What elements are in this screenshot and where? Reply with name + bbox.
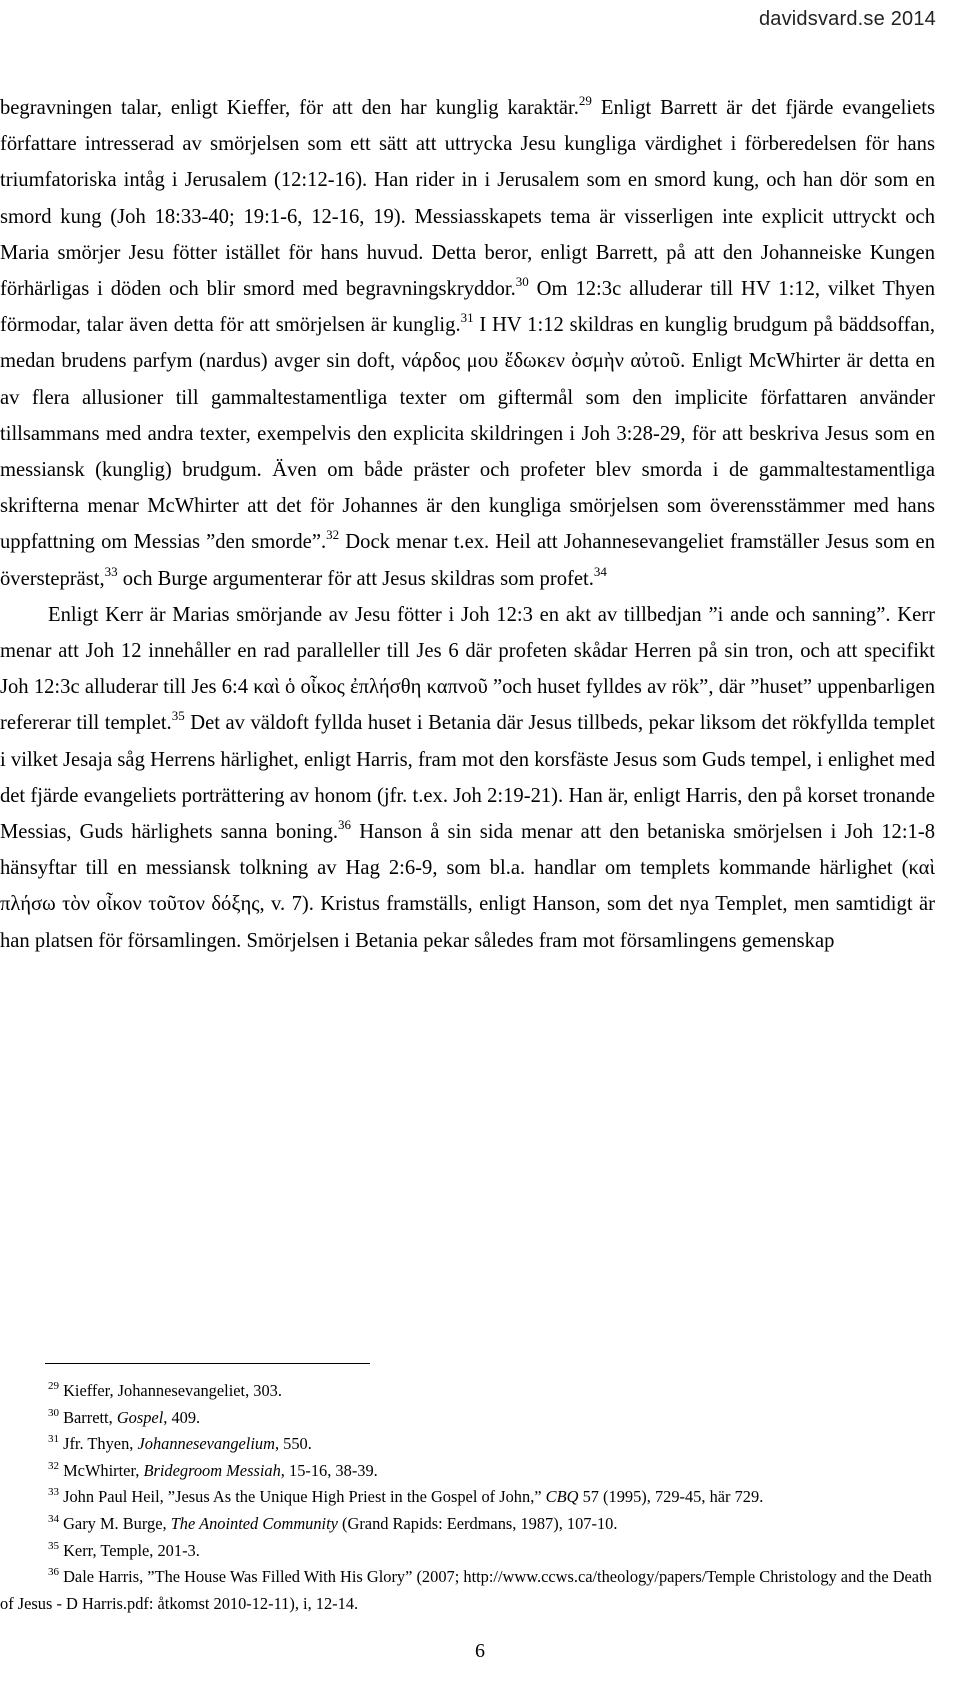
text-run: Det av väldoft fyllda huset i Betania där Jesus tillbeds, pekar liksom det rökfyllda templet i vilket Jesaja såg Herrens härlighet, enligt Harris, fram mot den korsfäste Jesus som Guds tempel, i enlighet med det fjärde evangeliets porträttering av honom (jfr. t.ex. Joh 2:19-21). Han är, enligt Harris, den på korset tronande Messias, Guds härlighets sanna boning. bbox=[0, 712, 935, 844]
footnote-ref[interactable]: 31 bbox=[460, 310, 474, 326]
footnote-number: 30 bbox=[48, 1406, 59, 1419]
footnote-ref[interactable]: 35 bbox=[171, 708, 185, 724]
footnote-number: 33 bbox=[48, 1486, 59, 1499]
footnote bbox=[0, 1511, 935, 1538]
footnote-title: Gospel bbox=[116, 1407, 164, 1427]
body-text bbox=[0, 90, 935, 959]
footnote-number: 36 bbox=[48, 1566, 59, 1579]
footnote-text: (Grand Rapids: Eerdmans, 1987), 107-10. bbox=[337, 1513, 618, 1533]
footnote-text: McWhirter, bbox=[59, 1460, 144, 1480]
text-run: begravningen talar, enligt Kieffer, för att den har kunglig karaktär. bbox=[0, 97, 579, 119]
footnote-text: Kieffer, Johannesevangeliet, 303. bbox=[59, 1381, 282, 1400]
text-run: och Burge argumenterar för att Jesus skildras som profet. bbox=[117, 567, 594, 590]
paragraph bbox=[0, 597, 935, 959]
footnote-ref[interactable]: 34 bbox=[593, 563, 607, 579]
footnote-title: The Anointed Community bbox=[170, 1513, 338, 1533]
text-run: Dock menar t.ex. Heil att Johannesevangeliet framställer Jesus som en överstepräst, bbox=[0, 531, 935, 590]
footnote-text: Dale Harris, ”The House Was Filled With His Glory” (2007; bbox=[59, 1567, 464, 1587]
footnote-text: Gary M. Burge, bbox=[59, 1513, 171, 1533]
text-run: Enligt Kerr är Marias smörjande av Jesu fötter i Joh 12:3 en akt av tillbedjan ”i ande och sanning”. Kerr menar att Joh 12 innehåller en rad paralleller till Jes 6 där profeten skådar Herren på sin tron, och att specifikt Joh 12:3c alluderar till Jes 6:4 καὶ ὁ οἶκος ἐπλήσθη καπνοῦ ”och huset fylldes av rök”, där ”huset” uppenbarligen refererar till templet. bbox=[0, 603, 935, 735]
footnote-text: Barrett, bbox=[59, 1407, 117, 1427]
footnote-ref[interactable]: 30 bbox=[515, 274, 529, 290]
footnote-title: Johannesevangelium bbox=[137, 1434, 275, 1454]
footnote-text: , 409. bbox=[163, 1407, 201, 1427]
footnote-separator bbox=[45, 1363, 370, 1364]
footnote-title: CBQ bbox=[545, 1487, 579, 1507]
footnote-text: Kerr, Temple, 201-3. bbox=[59, 1540, 200, 1560]
site-header: davidsvard.se 2014 bbox=[758, 8, 936, 30]
footnote-number: 34 bbox=[48, 1512, 59, 1525]
footnotes bbox=[0, 1378, 935, 1617]
footnote bbox=[0, 1458, 935, 1485]
text-run: Enligt Barrett är det fjärde evangeliets författare intresserad av smörjelsen som ett sätt att uttrycka Jesu kungliga värdighet i förberedelsen för hans triumfatoriska intåg i Jerusalem (12:12-16). Han rider in i Jerusalem som en smord kung, och han dör som en smord kung (Joh 18:33-40; 19:1-6, 12-16, 19). Messiasskapets tema är visserligen inte explicit uttryckt och Maria smörjer Jesu fötter istället för hans huvud. Detta beror, enligt Barrett, på att den Johanneiske Kungen förhärligas i döden och blir smord med begravningskryddor. bbox=[0, 97, 935, 301]
footnote-number: 35 bbox=[48, 1539, 59, 1552]
footnote bbox=[0, 1405, 935, 1432]
footnote bbox=[0, 1538, 935, 1565]
text-run: I HV 1:12 skildras en kunglig brudgum på bäddsoffan, medan brudens parfym (nardus) avger sin doft, νάρδος μου ἔδωκεν ὀσμὴν αὐτοῦ. Enligt McWhirter är detta en av flera allusioner till gammaltestamentliga texter om giftermål som den implicite författaren använder tillsammans med andra texter, exempelvis den explicita skildringen i Joh 3:28-29, för att beskriva Jesus som en messiansk (kunglig) brudgum. Även om både präster och profeter blev smorda i de gammaltestamentliga skrifterna menar McWhirter att det för Johannes är den kungliga smörjelsen som överensstämmer med hans uppfattning om Messias ”den smorde”. bbox=[0, 314, 935, 554]
footnote-ref[interactable]: 33 bbox=[104, 563, 118, 579]
footnote bbox=[0, 1564, 935, 1617]
footnote-ref[interactable]: 36 bbox=[338, 817, 352, 833]
text-run: Om 12:3c alluderar till HV 1:12, vilket Thyen förmodar, talar även detta för att smörjelsen är kunglig. bbox=[0, 278, 935, 337]
footnote-ref[interactable]: 32 bbox=[326, 527, 340, 543]
page-number: 6 bbox=[475, 1640, 485, 1662]
footnote-number: 31 bbox=[48, 1433, 59, 1446]
footnote-number: 29 bbox=[48, 1380, 59, 1392]
footnote-text: Jfr. Thyen, bbox=[59, 1434, 138, 1454]
footnote-text: , 15-16, 38-39. bbox=[280, 1460, 378, 1480]
footnote bbox=[0, 1484, 935, 1511]
text-run: Hanson å sin sida menar att den betaniska smörjelsen i Joh 12:1-8 hänsyftar till en messiansk tolkning av Hag 2:6-9, som bl.a. handlar om templets kommande härlighet (καὶ πλήσω τὸν οἶκον τοῦτον δόξης, v. 7). Kristus framställs, enligt Hanson, som det nya Templet, men samtidigt är han platsen för församlingen. Smörjelsen i Betania pekar således fram mot församlingens gemenskap bbox=[0, 821, 935, 952]
footnote-link[interactable]: http://www.ccws.ca/theology/papers/Temple Christology and the Death of Jesus - D Harris.pdf: åtkomst 2010-12-11), i, 12-14. bbox=[0, 1567, 932, 1613]
footnote-number: 32 bbox=[48, 1459, 59, 1472]
footnote-text: 57 (1995), 729-45, här 729. bbox=[578, 1487, 764, 1507]
footnote bbox=[0, 1378, 935, 1405]
paragraph bbox=[0, 90, 935, 597]
footnote-ref[interactable]: 29 bbox=[578, 93, 592, 108]
footnote-text: , 550. bbox=[274, 1434, 312, 1454]
footnote-text: John Paul Heil, ”Jesus As the Unique High Priest in the Gospel of John,” bbox=[59, 1487, 546, 1507]
footnote-title: Bridegroom Messiah bbox=[143, 1460, 281, 1480]
footnote bbox=[0, 1431, 935, 1458]
